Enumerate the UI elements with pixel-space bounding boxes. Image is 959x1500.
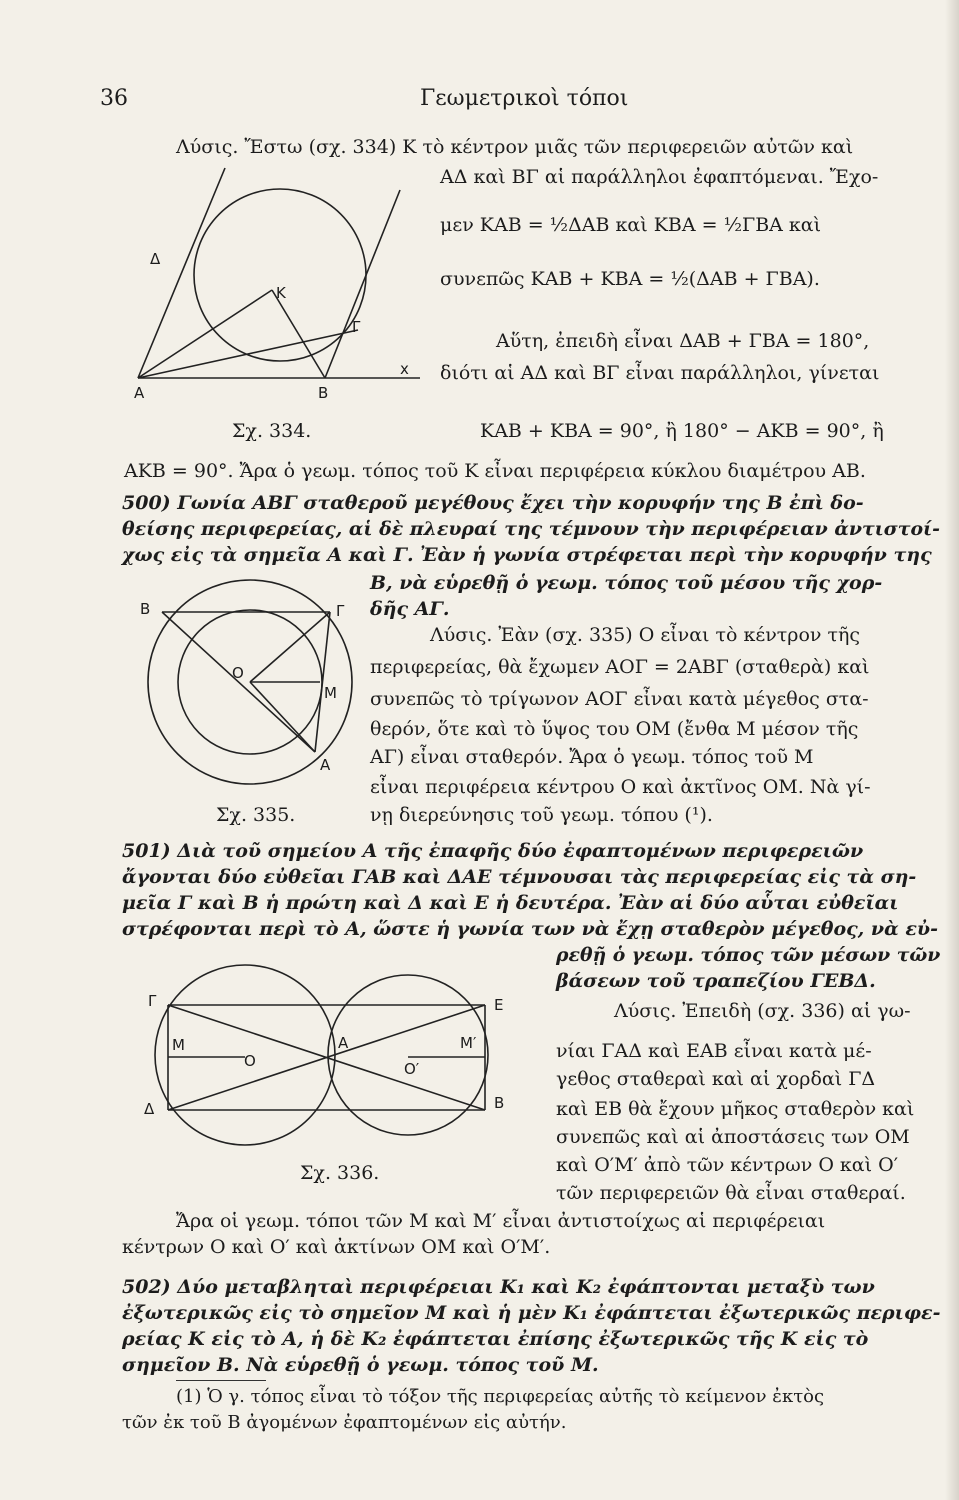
sol499-line8: ΑΚΒ = 90°. Ἄρα ὁ γεωμ. τόπος τοῦ Κ εἶναι περιφέρεια κύκλου διαμέτρου ΑΒ. xyxy=(124,460,866,482)
prob502-line1: 502) Δύο μεταβληταὶ περιφέρειαι Κ₁ καὶ Κ₂ ἐφάπτονται μεταξὺ των xyxy=(122,1276,875,1298)
figure-334 xyxy=(130,150,430,400)
fig334-label-x: x xyxy=(400,360,409,378)
fig334-label-a: Α xyxy=(134,384,145,402)
fig334-label-b: Β xyxy=(318,384,329,402)
fig336-label-m2: Μ′ xyxy=(460,1034,477,1052)
fig336-label-b: Β xyxy=(494,1094,505,1112)
fig334-label-k: Κ xyxy=(276,284,286,302)
fig334-label-d: Δ xyxy=(150,250,161,268)
sol501-line4: καὶ ΕΒ θὰ ἔχουν μῆκος σταθερὸν καὶ xyxy=(556,1098,915,1120)
sol499-line2: ΑΔ καὶ ΒΓ αἱ παράλληλοι ἐφαπτόμεναι. Ἔχο- xyxy=(440,166,879,188)
sol499-line5: Αὕτη, ἐπειδὴ εἶναι ΔΑΒ + ΓΒΑ = 180°, xyxy=(496,330,870,352)
prob501-line4: στρέφονται περὶ τὸ Α, ὥστε ἡ γωνία των νὰ ἔχῃ σταθερὸν μέγεθος, νὰ εὐ- xyxy=(122,918,938,940)
fig334-label-g: Γ xyxy=(352,318,361,336)
footnote-line2: τῶν ἐκ τοῦ Β ἀγομένων ἐφαπτομένων εἰς αὐτήν. xyxy=(122,1412,567,1433)
fig336-label-m: Μ xyxy=(172,1036,185,1054)
sol501-line9: κέντρων Ο καὶ Ο′ καὶ ἀκτίνων ΟΜ καὶ Ο′Μ′. xyxy=(122,1236,551,1258)
sol500-line6: εἶναι περιφέρεια κέντρου Ο καὶ ἀκτῖνος ΟΜ. Νὰ γί- xyxy=(370,776,871,798)
prob500-line2: θείσης περιφερείας, αἱ δὲ πλευραί της τέμνουν τὴν περιφέρειαν ἀντιστοί- xyxy=(122,518,941,540)
sol500-line4: θερόν, ὅτε καὶ τὸ ὕψος του ΟΜ (ἔνθα Μ μέσον τῆς xyxy=(370,718,859,740)
fig335-label-o: Ο xyxy=(232,664,244,682)
fig336-label-o2: Ο′ xyxy=(404,1060,420,1078)
sol500-line7: νῃ διερεύνησις τοῦ γεωμ. τόπου (¹). xyxy=(370,804,713,826)
sol499-line7: ΚΑΒ + ΚΒΑ = 90°, ἢ 180° − ΑΚΒ = 90°, ἢ xyxy=(480,420,884,442)
fig335-label-m: Μ xyxy=(324,684,337,702)
fig334-caption: Σχ. 334. xyxy=(232,420,312,442)
prob502-line4: σημεῖον Β. Νὰ εὑρεθῇ ὁ γεωμ. τόπος τοῦ Μ. xyxy=(122,1354,599,1376)
prob500-line4: Β, νὰ εὑρεθῇ ὁ γεωμ. τόπος τοῦ μέσου τῆς χορ- xyxy=(370,572,883,594)
fig335-label-g: Γ xyxy=(336,602,345,620)
sol501-line3: γεθος σταθεραὶ καὶ αἱ χορδαὶ ΓΔ xyxy=(556,1068,876,1090)
fig336-label-a: Α xyxy=(338,1034,349,1052)
sol499-line4: συνεπῶς ΚΑΒ + ΚΒΑ = ½(ΔΑΒ + ΓΒΑ). xyxy=(440,268,820,290)
prob500-line1: 500) Γωνία ΑΒΓ σταθεροῦ μεγέθους ἔχει τὴν κορυφήν της Β ἐπὶ δο- xyxy=(122,492,864,514)
fig336-label-e: Ε xyxy=(494,996,504,1014)
prob501-line3: μεῖα Γ καὶ Β ἡ πρώτη καὶ Δ καὶ Ε ἡ δευτέρα. Ἐὰν αἱ δύο αὗται εὐθεῖαι xyxy=(122,892,899,914)
fig336-label-g: Γ xyxy=(148,992,157,1010)
sol500-line3: συνεπῶς τὸ τρίγωνον ΑΟΓ εἶναι κατὰ μέγεθος στα- xyxy=(370,688,869,710)
prob500-line5: δῆς ΑΓ. xyxy=(370,598,450,620)
page-edge-shadow xyxy=(945,0,959,1500)
prob502-line2: ἐξωτερικῶς εἰς τὸ σημεῖον Μ καὶ ἡ μὲν Κ₁ ἐφάπτεται ἐξωτερικῶς περιφε- xyxy=(122,1302,941,1324)
fig336-label-o: Ο xyxy=(244,1052,256,1070)
fig336-caption: Σχ. 336. xyxy=(300,1162,380,1184)
sol501-line2: νίαι ΓΑΔ καὶ ΕΑΒ εἶναι κατὰ μέ- xyxy=(556,1040,872,1062)
sol500-line2: περιφερείας, θὰ ἔχωμεν ΑΟΓ = 2ΑΒΓ (σταθερὰ) καὶ xyxy=(370,656,870,678)
sol501-line5: συνεπῶς καὶ αἱ ἀποστάσεις των ΟΜ xyxy=(556,1126,910,1148)
sol499-line1: Λύσις. Ἔστω (σχ. 334) Κ τὸ κέντρον μιᾶς τῶν περιφερειῶν αὐτῶν καὶ xyxy=(176,136,854,158)
sol501-line6: καὶ Ο′Μ′ ἀπὸ τῶν κέντρων Ο καὶ Ο′ xyxy=(556,1154,899,1176)
sol501-line1: Λύσις. Ἐπειδὴ (σχ. 336) αἱ γω- xyxy=(614,1000,911,1022)
sol501-line8: Ἄρα οἱ γεωμ. τόποι τῶν Μ καὶ Μ′ εἶναι ἀντιστοίχως αἱ περιφέρειαι xyxy=(176,1210,826,1232)
prob501-line1: 501) Διὰ τοῦ σημείου Α τῆς ἐπαφῆς δύο ἐφαπτομένων περιφερειῶν xyxy=(122,840,864,862)
fig335-caption: Σχ. 335. xyxy=(216,804,296,826)
prob501-line2: ἄγονται δύο εὐθεῖαι ΓΑΒ καὶ ΔΑΕ τέμνουσαι τὰς περιφερείας εἰς τὰ ση- xyxy=(122,866,917,888)
prob502-line3: ρείας Κ εἰς τὸ Α, ἡ δὲ Κ₂ ἐφάπτεται ἐπίσης ἐξωτερικῶς τῆς Κ εἰς τὸ xyxy=(122,1328,869,1350)
prob501-line5: ρεθῇ ὁ γεωμ. τόπος τῶν μέσων τῶν xyxy=(556,944,941,966)
footnote-rule xyxy=(176,1380,266,1381)
footnote-line1: (1) Ὁ γ. τόπος εἶναι τὸ τόξον τῆς περιφερείας αὐτῆς τὸ κείμενον ἐκτὸς xyxy=(176,1386,825,1407)
running-title: Γεωμετρικοὶ τόποι xyxy=(420,86,629,111)
fig336-label-d: Δ xyxy=(144,1100,155,1118)
sol499-line6: διότι αἱ ΑΔ καὶ ΒΓ εἶναι παράλληλοι, γίνεται xyxy=(440,362,880,384)
page-number: 36 xyxy=(100,86,128,111)
sol499-line3: μεν ΚΑΒ = ½ΔΑΒ καὶ ΚΒΑ = ½ΓΒΑ καὶ xyxy=(440,214,822,236)
fig335-label-a: Α xyxy=(320,756,331,774)
sol500-line1: Λύσις. Ἐὰν (σχ. 335) Ο εἶναι τὸ κέντρον τῆς xyxy=(430,624,861,646)
figure-336 xyxy=(160,985,500,1135)
fig335-label-b: Β xyxy=(140,600,151,618)
sol501-line7: τῶν περιφερειῶν θὰ εἶναι σταθεραί. xyxy=(556,1182,906,1204)
prob500-line3: χως εἰς τὰ σημεῖα Α καὶ Γ. Ἐὰν ἡ γωνία στρέφεται περὶ τὴν κορυφήν της xyxy=(122,544,932,566)
sol500-line5: ΑΓ) εἶναι σταθερόν. Ἄρα ὁ γεωμ. τόπος τοῦ Μ xyxy=(370,746,814,768)
prob501-line6: βάσεων τοῦ τραπεζίου ΓΕΒΔ. xyxy=(556,970,876,992)
